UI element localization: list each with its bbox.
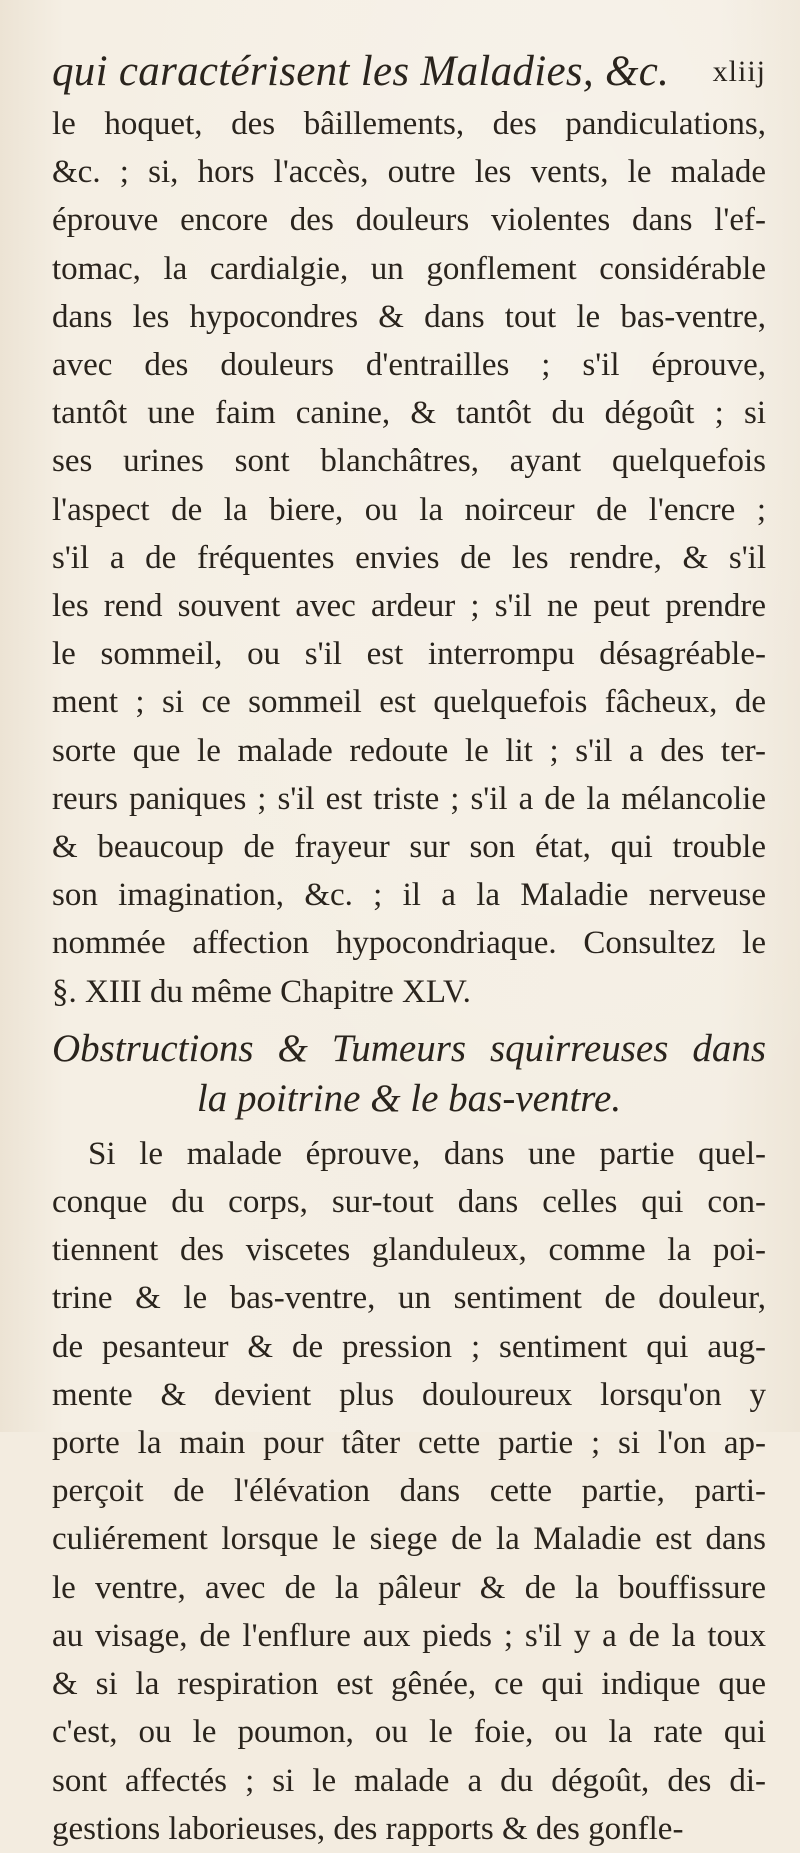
text-line: c'est, ou le poumon, ou le foie, ou la rate qui	[52, 1714, 766, 1751]
running-header	[52, 44, 766, 100]
text-line: l'aspect de la biere, ou la noirceur de l'encre ;	[52, 491, 766, 528]
text-line: trine & le bas-ventre, un sentiment de douleur,	[52, 1280, 766, 1317]
section-heading	[52, 1024, 766, 1124]
section-heading-line-2: la poitrine & le bas-ventre.	[196, 1076, 622, 1120]
text-line: conque du corps, sur-tout dans celles qui con-	[52, 1184, 766, 1221]
running-title: qui caractérisent les Maladies, &c.	[52, 48, 670, 95]
text-line: ment ; si ce sommeil est quelquefois fâcheux, de	[52, 684, 766, 721]
page-number: xliij	[712, 55, 766, 88]
section-heading-line-1: Obstructions & Tumeurs squirreuses dans	[52, 1026, 766, 1070]
text-line: mente & devient plus douloureux lorsqu'on y	[52, 1376, 766, 1413]
text-line: & beaucoup de frayeur sur son état, qui trouble	[52, 829, 766, 866]
text-line: le sommeil, ou s'il est interrompu désagréable-	[52, 636, 766, 673]
text-line: perçoit de l'élévation dans cette partie, parti-	[52, 1473, 766, 1510]
text-line: dans les hypocondres & dans tout le bas-ventre,	[52, 298, 766, 335]
text-line: nommée affection hypocondriaque. Consultez le	[52, 925, 766, 962]
text-line: s'il a de fréquentes envies de les rendre, & s'il	[52, 539, 766, 576]
text-line: le ventre, avec de la pâleur & de la bouffissure	[52, 1569, 766, 1606]
text-line: tiennent des viscetes glanduleux, comme la poi-	[52, 1232, 766, 1269]
text-line: Si le malade éprouve, dans une partie quel-	[88, 1135, 766, 1172]
text-line: gestions laborieuses, des rapports & des gonfle-	[52, 1810, 684, 1847]
text-line: avec des douleurs d'entrailles ; s'il éprouve,	[52, 347, 766, 384]
paragraph-1	[52, 100, 766, 1016]
paragraph-2	[52, 1130, 766, 1853]
text-line: reurs paniques ; s'il est triste ; s'il a de la mélancolie	[52, 780, 766, 817]
text-line: &c. ; si, hors l'accès, outre les vents, le malade	[52, 154, 766, 191]
text-line: §. XIII du même Chapitre XLV.	[52, 973, 471, 1010]
text-line: tantôt une faim canine, & tantôt du dégoût ; si	[52, 395, 766, 432]
text-line: culiérement lorsque le siege de la Maladie est dans	[52, 1521, 766, 1558]
text-line: & si la respiration est gênée, ce qui indique que	[52, 1666, 766, 1703]
text-line: le hoquet, des bâillements, des pandiculations,	[52, 106, 766, 142]
text-line: les rend souvent avec ardeur ; s'il ne peut prendre	[52, 588, 766, 625]
text-line: éprouve encore des douleurs violentes dans l'ef-	[52, 202, 766, 239]
text-line: de pesanteur & de pression ; sentiment qui aug-	[52, 1328, 766, 1365]
text-line: sorte que le malade redoute le lit ; s'il a des ter-	[52, 732, 766, 769]
text-line: tomac, la cardialgie, un gonflement considérable	[52, 250, 766, 287]
text-line: son imagination, &c. ; il a la Maladie nerveuse	[52, 877, 766, 914]
text-line: au visage, de l'enflure aux pieds ; s'il y a de la toux	[52, 1617, 766, 1654]
text-line: ses urines sont blanchâtres, ayant quelquefois	[52, 443, 766, 480]
text-line: porte la main pour tâter cette partie ; si l'on ap-	[52, 1425, 766, 1462]
text-line: sont affectés ; si le malade a du dégoût, des di-	[52, 1762, 766, 1799]
